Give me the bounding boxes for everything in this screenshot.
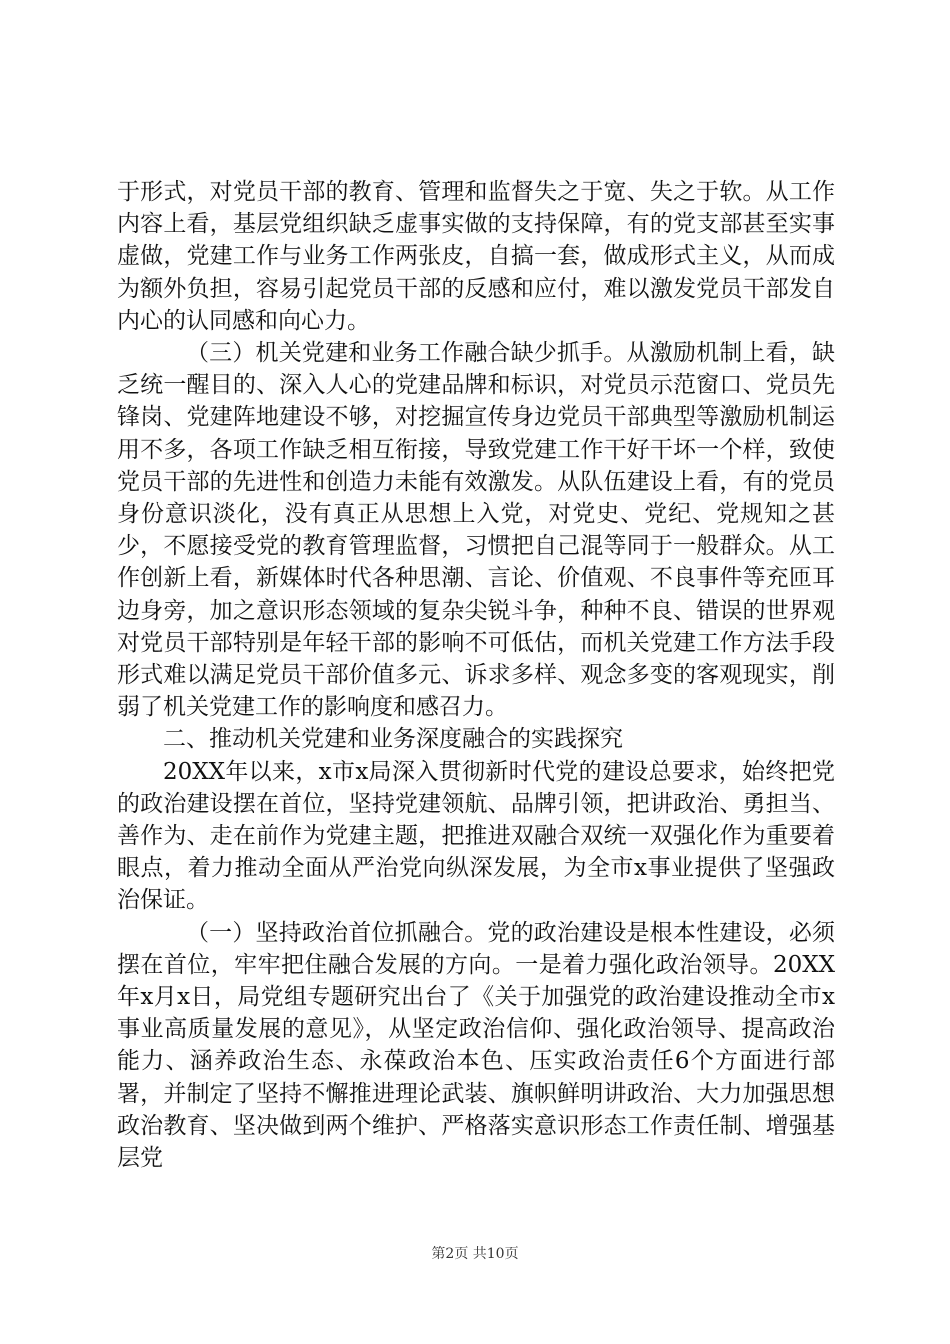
paragraph-subsection-one: （一）坚持政治首位抓融合。党的政治建设是根本性建设，必须摆在首位，牢牢把住融合发展的方向。一是着力强化政治领导。20XX年x月x日，局党组专题研究出台了《关于加强党的政治建设推动全市x事业高质量发展的意见》，从坚定政治信仰、强化政治领导、提高政治能力、涵养政治生态、永葆政治本色、压实政治责任6个方面进行部署，并制定了坚持不懈推进理论武装、旗帜鲜明讲政治、大力加强思想政治教育、坚决做到两个维护、严格落实意识形态工作责任制、增强基层党 [117, 919, 835, 1172]
paragraph-intro: 20XX年以来，x市x局深入贯彻新时代党的建设总要求，始终把党的政治建设摆在首位，坚持党建领航、品牌引领，把讲政治、勇担当、善作为、走在前作为党建主题，把推进双融合双统一双强化作为重要着眼点，着力推动全面从严治党向纵深发展，为全市x事业提供了坚强政治保证。 [117, 758, 835, 914]
document-body [117, 176, 835, 1174]
paragraph-continuation: 于形式，对党员干部的教育、管理和监督失之于宽、失之于软。从工作内容上看，基层党组织缺乏虚事实做的支持保障，有的党支部甚至实事虚做，党建工作与业务工作两张皮，自搞一套，做成形式主义，从而成为额外负担，容易引起党员干部的反感和应付，难以激发党员干部发自内心的认同感和向心力。 [117, 179, 835, 334]
section-heading-two: 二、推动机关党建和业务深度融合的实践探究 [163, 726, 623, 753]
paragraph-section-three: （三）机关党建和业务工作融合缺少抓手。从激励机制上看，缺乏统一醒目的、深入人心的党建品牌和标识，对党员示范窗口、党员先锋岗、党建阵地建设不够，对挖掘宣传身边党员干部典型等激励机制运用不多，各项工作缺乏相互衔接，导致党建工作干好干坏一个样，致使党员干部的先进性和创造力未能有效激发。从队伍建设上看，有的党员身份意识淡化，没有真正从思想上入党，对党史、党纪、党规知之甚少，不愿接受党的教育管理监督，习惯把自己混等同于一般群众。从工作创新上看，新媒体时代各种思潮、言论、价值观、不良事件等充匝耳边身旁，加之意识形态领域的复杂尖锐斗争，种种不良、错误的世界观对党员干部特别是年轻干部的影响不可低估，而机关党建工作方法手段形式难以满足党员干部价值多元、诉求多样、观念多变的客观现实，削弱了机关党建工作的影响度和感召力。 [117, 340, 835, 721]
page-footer: 第2页 共10页 [431, 1246, 519, 1262]
